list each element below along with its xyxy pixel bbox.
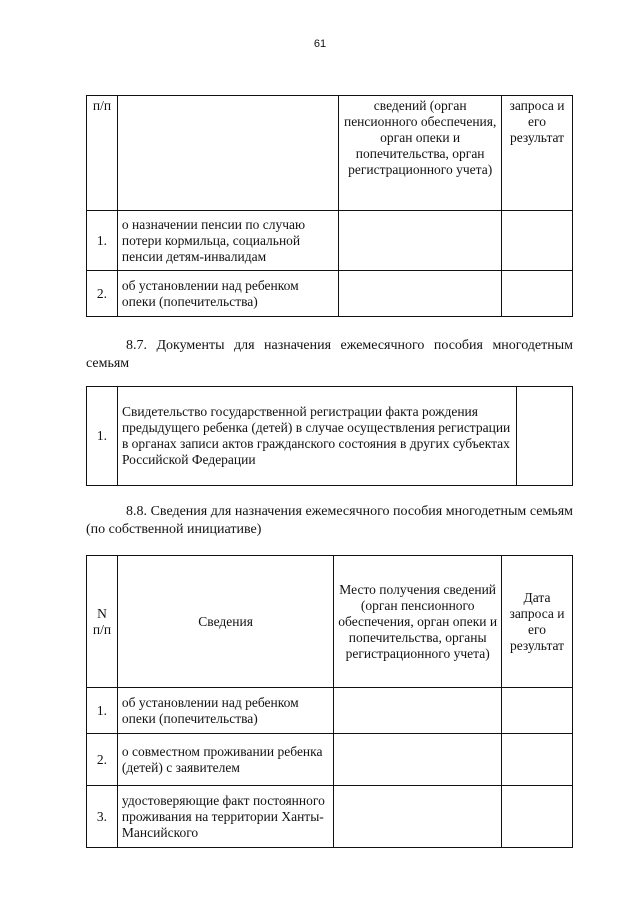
table-row bbox=[87, 734, 573, 786]
row-date-cell bbox=[502, 211, 573, 271]
table-row bbox=[87, 786, 573, 848]
row-text: удостоверяющие факт постоянного проживания на территории Ханты-Мансийского bbox=[117, 786, 333, 848]
header-source: Место получения сведений (орган пенсионного обеспечения, орган опеки и попечительства, органы регистрационного учета) bbox=[334, 556, 502, 688]
row-text: Свидетельство государственной регистрации факта рождения предыдущего ребенка (детей) в случае осуществления регистрации в органах записи актов гражданского состояния в других субъектах Российской Федерации bbox=[117, 387, 516, 486]
header-num: п/п bbox=[87, 96, 118, 211]
header-date: запроса и его результат bbox=[502, 96, 573, 211]
header-source: сведений (орган пенсионного обеспечения, орган опеки и попечительства, орган регистрационного учета) bbox=[339, 96, 502, 211]
section-8-8-heading: 8.8. Сведения для назначения ежемесячного пособия многодетным семьям (по собственной инициативе) bbox=[86, 504, 573, 537]
row-text: об установлении над ребенком опеки (попечительства) bbox=[117, 688, 333, 734]
row-text: о назначении пенсии по случаю потери кормильца, социальной пенсии детям-инвалидам bbox=[117, 211, 338, 271]
row-empty-cell bbox=[517, 387, 573, 486]
row-source-cell bbox=[339, 211, 502, 271]
table-row bbox=[87, 271, 573, 317]
header-date: Дата запроса и его результат bbox=[502, 556, 573, 688]
row-source-cell bbox=[334, 734, 502, 786]
table-continued bbox=[86, 95, 573, 317]
row-num: 2. bbox=[87, 734, 118, 786]
row-text: об установлении над ребенком опеки (попечительства) bbox=[117, 271, 338, 317]
table-header-row bbox=[87, 556, 573, 688]
table-row bbox=[87, 211, 573, 271]
row-num: 3. bbox=[87, 786, 118, 848]
table-row bbox=[87, 387, 573, 486]
table-8-7 bbox=[86, 386, 573, 486]
header-info-cell bbox=[117, 96, 338, 211]
row-date-cell bbox=[502, 734, 573, 786]
row-text: о совместном проживании ребенка (детей) с заявителем bbox=[117, 734, 333, 786]
header-num: N п/п bbox=[87, 556, 118, 688]
section-8-7-heading: 8.7. Документы для назначения ежемесячного пособия многодетным семьям bbox=[86, 338, 573, 371]
table-8-8 bbox=[86, 555, 573, 848]
row-date-cell bbox=[502, 271, 573, 317]
table-header-row bbox=[87, 96, 573, 211]
row-date-cell bbox=[502, 688, 573, 734]
row-num: 1. bbox=[87, 688, 118, 734]
row-num: 2. bbox=[87, 271, 118, 317]
row-date-cell bbox=[502, 786, 573, 848]
row-num: 1. bbox=[87, 387, 118, 486]
table-row bbox=[87, 688, 573, 734]
row-source-cell bbox=[334, 688, 502, 734]
row-source-cell bbox=[334, 786, 502, 848]
row-source-cell bbox=[339, 271, 502, 317]
row-num: 1. bbox=[87, 211, 118, 271]
header-info: Сведения bbox=[117, 556, 333, 688]
page-number: 61 bbox=[313, 38, 327, 50]
